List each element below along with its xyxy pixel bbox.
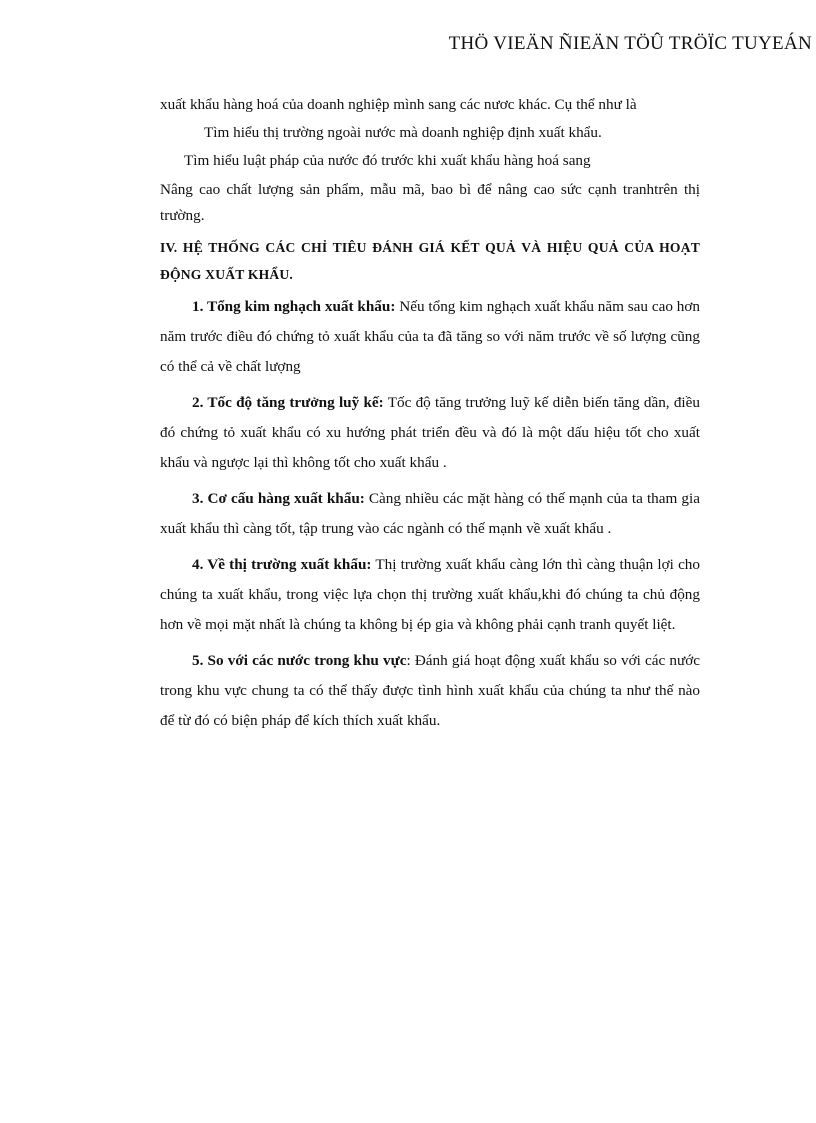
criterion-text: Tốc độ tăng trưởng luỹ kế diễn biến tăng dần, điều đó chứng tỏ xuất khẩu có xu hướng phát triển đều và đó là một dấu hiệu tốt cho xuất khẩu và ngược lại thì không tốt cho xuất khẩu . [160,394,700,471]
criterion-title: 1. Tổng kim nghạch xuất khẩu: [192,298,396,315]
criterion-item-3 [160,484,700,544]
page-header: THÖ VIEÄN ÑIEÄN TÖÛ TRÖÏC TUYEÁN [448,33,812,54]
criterion-text: Thị trường xuất khẩu càng lớn thì càng thuận lợi cho chúng ta xuất khẩu, trong việc lựa chọn thị trường xuất khẩu,khi đó chúng ta chủ động hơn về mọi mặt nhất là chúng ta không bị ép gia và không phải cạnh tranh quyết liệt. [160,556,700,633]
criterion-title: 3. Cơ cấu hàng xuất khẩu: [192,490,365,507]
criterion-item-4 [160,550,700,640]
step-law-research: Tìm hiểu luật pháp của nước đó trước khi xuất khẩu hàng hoá sang [184,152,591,169]
step-market-research: Tìm hiểu thị trường ngoài nước mà doanh nghiệp định xuất khẩu. [204,124,602,141]
intro-paragraph: xuất khẩu hàng hoá của doanh nghiệp mình sang các nươc khác. Cụ thể như là [160,96,637,113]
section-heading: IV. HỆ THỐNG CÁC CHỈ TIÊU ĐÁNH GIÁ KẾT QUẢ VÀ HIỆU QUẢ CỦA HOẠT ĐỘNG XUẤT KHẨU. [160,240,700,282]
criterion-title: 5. So với các nước trong khu vực [192,652,407,669]
criterion-item-5 [160,646,700,736]
criterion-title: 2. Tốc độ tăng trưởng luỹ kế: [192,394,384,411]
criterion-item-1 [160,292,700,382]
criterion-item-2 [160,388,700,478]
criterion-text: Càng nhiều các mặt hàng có thế mạnh của ta tham gia xuất khẩu thì càng tốt, tập trung vào các ngành có thế mạnh về xuất khẩu . [160,490,700,537]
step-quality-improvement: Nâng cao chất lượng sản phẩm, mẫu mã, bao bì để nâng cao sức cạnh tranhtrên thị trường. [160,181,700,224]
document-body [160,92,700,736]
criterion-text: : Đánh giá hoạt động xuất khẩu so với các nước trong khu vực chung ta có thể thấy được tình hình xuất khẩu của chúng ta như thế nào để từ đó có biện pháp để kích thích xuất khẩu. [160,652,700,729]
criterion-text: Nếu tổng kim nghạch xuất khẩu năm sau cao hơn năm trước điều đó chứng tỏ xuất khẩu của ta đã tăng so với năm trước về số lượng cũng có thể cả về chất lượng [160,298,700,375]
criterion-title: 4. Về thị trường xuất khẩu: [192,556,372,573]
